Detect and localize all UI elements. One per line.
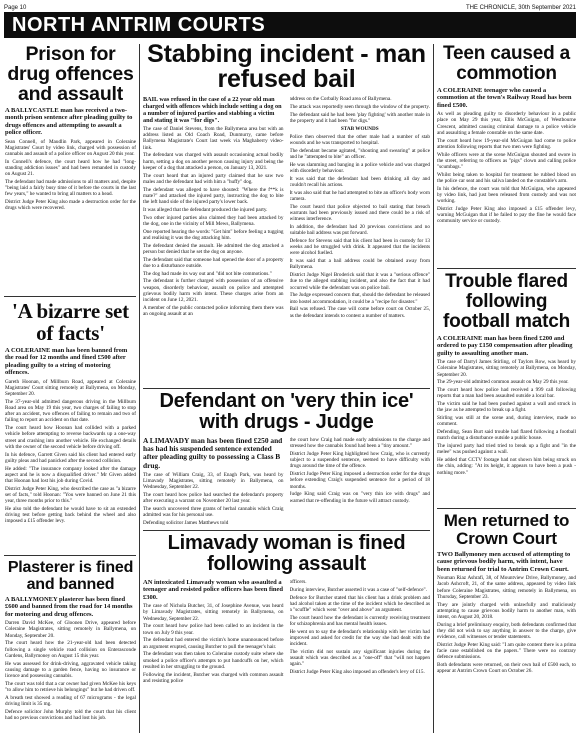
divider-stab-defendant: [143, 388, 430, 389]
limavady-headline: Limavady woman is fined following assault: [167, 533, 406, 575]
plasterer-para: A breath test showed a reading of 67 micrograms - the legal driving limit is 35 mg.: [5, 694, 136, 708]
prison-lead: A BALLYCASTLE man has received a two-month prison sentence after pleading guilty to drugs offences and attempting to assault a police officer.: [5, 107, 133, 137]
crown-para: Both defendants were returned, on their own bail of £500 each, to appear at Antrim Crown Court on October 26.: [437, 662, 576, 675]
trouble-para: The case of Darryl James Stirling, of Taylors Row, was heard by Coleraine Magistrates, sitting remotely at Ballymena, on Monday, September 20.: [437, 359, 576, 378]
limavady-para: District Judge Peter King also imposed an offender's levy of £15.: [289, 669, 425, 676]
stabbing-para: Two other injured parties also claimed they had been attacked by the dog, one in the vicinity of Mill Mews, Ballymena.: [143, 214, 284, 227]
stabbing-para: Bail was refused. The case will come before court on October 25, as the defendant intends to contest a number of matters.: [289, 306, 430, 319]
trouble-para: Defending, Sean Burt said trouble had flared following a football match during a disturbance outside a public house.: [437, 429, 576, 442]
stabbing-para: It was said that the defendant had been drinking all day and couldn't recall his actions.: [289, 175, 430, 188]
defendant-para: Defending solicitor James Matthews told: [143, 520, 229, 527]
trouble-article: [437, 272, 576, 506]
stabbing-para: He was slamming and banging in a police vehicle and was charged with disorderly behaviour.: [289, 161, 430, 174]
stabbing-para: The defendant said he had been 'play fighting' with another male in the property and it had been "for digs.": [289, 111, 430, 124]
stabbing-para: Police then observed that the other male had a number of stab wounds and he was transported to hospital.: [289, 133, 430, 146]
stabbing-para: The defendant was alleged to have shouted: "Where the f**k is mate?" and attacked the injured party, instructing the dog to bite the left hand side of the injured party's lower back.: [143, 186, 284, 206]
trouble-para: The victim said he had been pushed against a wall and struck in the jaw as he attempted to break up a fight.: [437, 401, 576, 414]
teen-para: While officers were at the scene McGuigan shouted and swore in the street, referring to officers as "pigs" clown and calling police "scumbags.": [437, 151, 576, 171]
teen-lead: A COLERAINE teenager who caused a commotion at the town's Railway Road has been fined £500.: [437, 87, 572, 109]
teen-para: As well as pleading guilty to disorderly behaviour in a public place on May 29 this year, Ellis McGuigan, of Westbourne Crescent, admitted causing criminal damage to a police vehicle and assaulting a female constable on the same date.: [437, 111, 576, 136]
limavady-para: The court heard how the defendant is currently receiving treatment for schizophrenia and has mental health issues.: [289, 614, 430, 627]
limavady-para: The case of Nichola Butcher, 31, of Josephine Avenue, was heard by Limavady Magistrates, sitting remotely in Ballymena, on Wednesday, September 22.: [143, 603, 284, 622]
trouble-para: The injured party had tried tried to break up a fight and "in the melee" was pushed against a wall.: [437, 443, 576, 456]
defendant-article: [143, 391, 430, 528]
stabbing-para: A member of the public contacted police informing them there was an ongoing assault at an: [143, 304, 284, 318]
stabbing-para: It was said that a bail address could be obtained away from Ballymena.: [289, 258, 430, 271]
prison-headline: Prison for drug offences and assault: [7, 44, 134, 105]
divider-teen-trouble: [437, 268, 576, 269]
defendant-headline: Defendant on 'very thin ice' with drugs - Judge: [159, 391, 414, 433]
divider-trouble-crown: [437, 508, 576, 509]
plasterer-para: The court was told that a car owner had given McKee his keys "to allow him to retrieve his belongings" but he had driven off.: [5, 680, 136, 694]
bizarre-headline: 'A bizarre set of facts': [12, 300, 129, 345]
trouble-para: The 29-year-old admitted common assault on May 29 this year.: [437, 379, 569, 386]
crown-headline: Men returned to Crown Court: [443, 512, 570, 548]
stabbing-para: Defence for Stevens said that his client had been in custody for 13 weeks and he struggled with drink. It appeared that the incidents were alcohol fuelled.: [289, 237, 430, 257]
stabbing-para: One reported hearing the words: "Get him" before feeling a tugging and realising it was the dog attacking him.: [143, 228, 284, 241]
bizarre-para: Gareth Hoonan, of Millburn Road, appeared at Coleraine Magistrates' Court sitting remotely at Ballymena, on Monday, September 20.: [5, 378, 136, 398]
stabbing-para: It was alleged that the defendant produced the injured party.: [143, 206, 268, 213]
limavady-lead: AN intoxicated Limavady woman who assaulted a teenager and resisted police officers has been fined £300.: [143, 579, 284, 601]
prison-para: Sean Connell, of Maudlin Park, appeared in Coleraine Magistrates' Court by video link, charged with possession of cannabis and assault of a police officer on August 20 this year.: [5, 138, 136, 158]
plasterer-para: He was assessed for drink-driving, aggravated vehicle taking causing damage to a garden fence, having no insurance or licence and possessing cannabis.: [5, 660, 136, 680]
prison-para: District Judge Peter King also made a destruction order for the drugs which were recovered.: [5, 199, 136, 212]
stabbing-para: District Judge Nigel Broderick said that it was a "serious offence" due to the alleged stabbing incident, and also the fact that it had occurred while the defendant was on police bail.: [289, 272, 430, 291]
teen-para: District Judge Peter King also imposed a £15 offender levy, warning McGuigan that if he failed to pay the fine he would face community service or custody.: [437, 206, 576, 225]
limavady-para: Defence for Butcher stated that his client has a drink problem and had alcohol taken at the time of the incident which he described as a "scuffle" which went "over and above" an argument.: [289, 594, 430, 613]
stabbing-para: In addition, the defendant had 20 previous convictions and no suitable bail address was put forward.: [289, 223, 430, 237]
defendant-para: The search uncovered three grams of herbal cannabis which Craig admitted was for his personal use.: [143, 506, 284, 519]
stabbing-para: The court heard that an injured party claimed that he saw two males and the defendant had with him a "huffy" dog.: [143, 172, 284, 185]
prison-article: [5, 44, 136, 294]
defendant-para: District Judge Peter King imposed a destruction order for the drugs before extending Craig's suspended sentence for a period of 18 months.: [289, 471, 430, 490]
plasterer-lead: A BALLYMONEY plasterer has been fined £600 and banned from the road for 14 months for motoring and drug offences.: [5, 596, 133, 618]
stabbing-lead: BAIL was refused in the case of a 22 year old man charged with offences which include setting a dog on a number of injured parties and stabbing a victim and stating it was "for digs".: [143, 96, 282, 124]
section-banner: [4, 12, 576, 38]
limavady-article: [143, 533, 430, 735]
bizarre-para: The 37-year-old admitted dangerous driving in the Millburn Road area on May 19 this year, two charges of failing to stop after an accident, two offences of failing to remain and two of failing to report an accident on that date.: [5, 398, 136, 424]
stabbing-headline: Stabbing incident - man refused bail: [147, 42, 426, 93]
crown-lead: TWO Ballymoney men accused of attempting to cause grievous bodily harm, with intent, have been returned for trial to Antrim Crown Court.: [437, 551, 571, 573]
stabbing-para: The attack was reportedly seen through the window of the property.: [289, 103, 430, 110]
stabbing-para: The dog had made its way out and "did not bite commotions.": [143, 270, 272, 277]
limavady-para: The defendant had entered the victim's home unannounced before an argument erupted, causing Butcher to pull the teenager's hair.: [143, 637, 284, 650]
teen-article: [437, 44, 576, 266]
bizarre-article: [5, 300, 136, 552]
defendant-lead: A LIMAVADY man has been fined £250 and has had his suspended sentence extended after pleading guilty to possessing a Class B drug.: [143, 437, 283, 470]
stabbing-para: address on the Corbally Road area of Ballymena.: [289, 96, 392, 102]
prison-para: In Connell's defence, the court heard how he had "long-standing addiction issues" and had been remanded in custody on August 21.: [5, 158, 136, 178]
plasterer-para: The court heard how the 21-year-old had been detected following a single vehicle road collision on Enterasconde Gardens, Ballymoney on August 15 this year.: [5, 640, 136, 659]
stabbing-para: The defendant became agitated, "shouting and swearing" at police and he "attempted to bite" an officer.: [289, 147, 430, 160]
limavady-para: The victim did not sustain any significant injuries during the assault which was described as a "one-off" that "will not happen again.": [289, 649, 430, 668]
trouble-para: Stirling was still at the scene and, during interview, made no comment.: [437, 415, 576, 428]
teen-para: Whilst being taken to hospital for treatment he rubbed blood on the police car seat and his saliva landed on the constable's arm.: [437, 171, 576, 185]
plasterer-para: Defence solicitor John Murphy told the court that his client had no previous convictions and had lost his job.: [5, 708, 136, 722]
stabbing-article: [143, 42, 430, 386]
bizarre-para: The court heard how Hoonan had collided with a parked vehicle before attempting to reverse backwards up a one-way street and crashing into another vehicle. He exchanged details with the owner of the second vehicle before driving off.: [5, 425, 136, 450]
defendant-para: the court how Craig had made early admissions to the charge and stressed how the cannabis found had been a "tiny amount.": [289, 437, 430, 450]
stabbing-para: The court heard that police objected to bail stating that breach warrants had been previously issued and there could be a risk of witness interference.: [289, 203, 430, 223]
defendant-para: The court heard how police had searched the defendant's property after executing a warrant on November 20 last year.: [143, 492, 284, 505]
limavady-para: The defendant was then taken to Coleraine custody suite where she smoked a police officer's attempts to put handcuffs on her, which resulted in her struggling to the ground.: [143, 651, 284, 670]
teen-headline: Teen caused a commotion: [443, 44, 570, 84]
bizarre-para: District Judge Peter King, who described the case as "a bizarre set of facts," told Hoonan: "You were banned on June 21 this year, three months prior to this.": [5, 485, 136, 505]
stabbing-para: The Judge expressed concern that, should the defendant be released into hostel accommodation, it could be a "recipe for disaster.": [289, 292, 430, 305]
column-divider-left: [139, 44, 140, 733]
masthead-date: THE CHRONICLE, 30th September 2021: [465, 5, 576, 11]
trouble-headline: Trouble flared following football match: [442, 272, 571, 332]
limavady-para: Following the incident, Butcher was charged with common assault and resisting police: [143, 671, 284, 684]
plasterer-para: Darren David McKee, of Gloonen Drive, appeared before Coleraine Magistrates, sitting remotely in Ballymena, on Monday, September 20.: [5, 620, 136, 639]
prison-para: The defendant had made admissions to all matters and, despite "being laid a fairly busy time of it before the courts in the last few years," he wanted to bring all matters to a head.: [5, 179, 136, 198]
teen-para: In his defence, the court was told that McGuigan, who appeared by video link, had just been released from custody and was not working.: [437, 185, 576, 205]
limavady-para: officers.: [289, 579, 307, 585]
defendant-para: The case of William Craig, 33, of Enagh Park, was heard by Limavady Magistrates, sitting remotely in Ballymena, on Wednesday, September 22.: [143, 471, 284, 491]
divider-bizarre: [4, 296, 136, 297]
crown-para: District Judge Peter King said: "I am quite content there is a prima facie case established on the papers." There were no contrary defence submissions.: [437, 642, 576, 661]
limavady-para: The court heard how police had been called to an incident in the town on July 9 this year.: [143, 623, 284, 636]
limavady-para: He went on to say the defendant's relationship with her victim had improved and asked for credit for the way she had dealt with the incident.: [289, 628, 430, 648]
limavady-para: During interview, Butcher asserted it was a case of "self-defence".: [289, 586, 427, 593]
crown-para: Nouman Riaz Ashrafi, 38, of Mountview Drive, Ballymoney, and Jacob Ashcroft, 21, of the same address, appeared by video link before Coleraine Magistrates, sitting remotely in Ballymena, on Thursday, September 23.: [437, 575, 576, 600]
stabbing-subheading: STAB WOUNDS: [340, 126, 379, 132]
trouble-para: The court heard how police had received a 999 call following reports that a man had been assaulted outside a local bar.: [437, 387, 576, 400]
bizarre-para: He also told the defendant he would have to sit an extended driving test before getting back behind the wheel and also imposed a £15 offender levy.: [5, 506, 136, 525]
stabbing-para: The defendant denied the assault. He admitted the dog attacked a person but denied that he set the dog on anyone.: [143, 242, 284, 255]
teen-para: The court heard how 19-year-old McGuigan had come to police attention following reports that two men were fighting.: [437, 137, 576, 150]
trouble-para: He added that CCTV footage had not shown him being struck on the chin, adding: "At its height, it appears to have been a push - nothing more.": [437, 457, 576, 476]
stabbing-para: The defendant was charged with assault occasioning actual bodily harm, setting a dog on another person causing injury and being the keeper of a dog that attacked a person, on January 13, 2021.: [143, 152, 284, 171]
crown-article: [437, 512, 576, 735]
crown-para: They are jointly charged with unlawfully and maliciously attempting to cause grievous bodily harm to another man, with intent, on August 20, 2018.: [437, 601, 576, 621]
section-title: NORTH ANTRIM COURTS: [12, 14, 266, 36]
defendant-para: District Judge Peter King highlighted how Craig, who is currently subject to a suspended sentence, seemed to have difficulty with drugs around the time of the offence.: [289, 451, 430, 470]
column-divider-right: [433, 44, 434, 733]
bizarre-lead: A COLERAINE man has been banned from the road for 12 months and fined £500 after pleading guilty to a string of motoring offences.: [5, 347, 128, 377]
stabbing-para: The defendant is further charged with possession of an offensive weapon, disorderly behaviour, assault on police and attempted grievous bodily harm with intent. These charges arise from an incident on June 12, 2021.: [143, 278, 284, 304]
stabbing-para: It was also said that he had attempted to bite an officer's body worn camera.: [289, 189, 430, 202]
plasterer-headline: Plasterer is fined and banned: [7, 559, 134, 593]
crown-para: During a brief preliminary enquiry, both defendants confirmed that they did not wish to say anything in answer to the charge, give evidence, call witnesses or tender statements.: [437, 621, 576, 641]
bizarre-para: In his defence, Garrett Given said his client had entered early guilty pleas and had panicked after the second collision.: [5, 451, 136, 464]
divider-plasterer: [4, 555, 136, 556]
stabbing-para: The defendant said that someone had opened the door of a property due to a disturbance outside.: [143, 256, 284, 269]
bizarre-para: He added: "The insurance company looked after the damage aspect and he is now a disqualified driver." Mr Given added that Hoonan had lost his job during Covid.: [5, 465, 136, 485]
page-number: Page 10: [4, 5, 27, 11]
defendant-para: Judge King said Craig was on "very thin ice with drugs" and warned that re-offending in the future will attract custody.: [289, 491, 430, 504]
divider-defendant-limavady: [143, 530, 430, 531]
trouble-lead: A COLERAINE man has been fined £200 and ordered to pay £150 compensation after pleading guilty to assaulting another man.: [437, 335, 573, 357]
stabbing-para: The case of Daniel Stevens, from the Ballymena area but with an address listed as Old Coach Road, Dunmurry, came before Ballymena Magistrate's Court last week via Maghaberry video-link.: [143, 126, 284, 151]
plasterer-article: [5, 559, 136, 735]
